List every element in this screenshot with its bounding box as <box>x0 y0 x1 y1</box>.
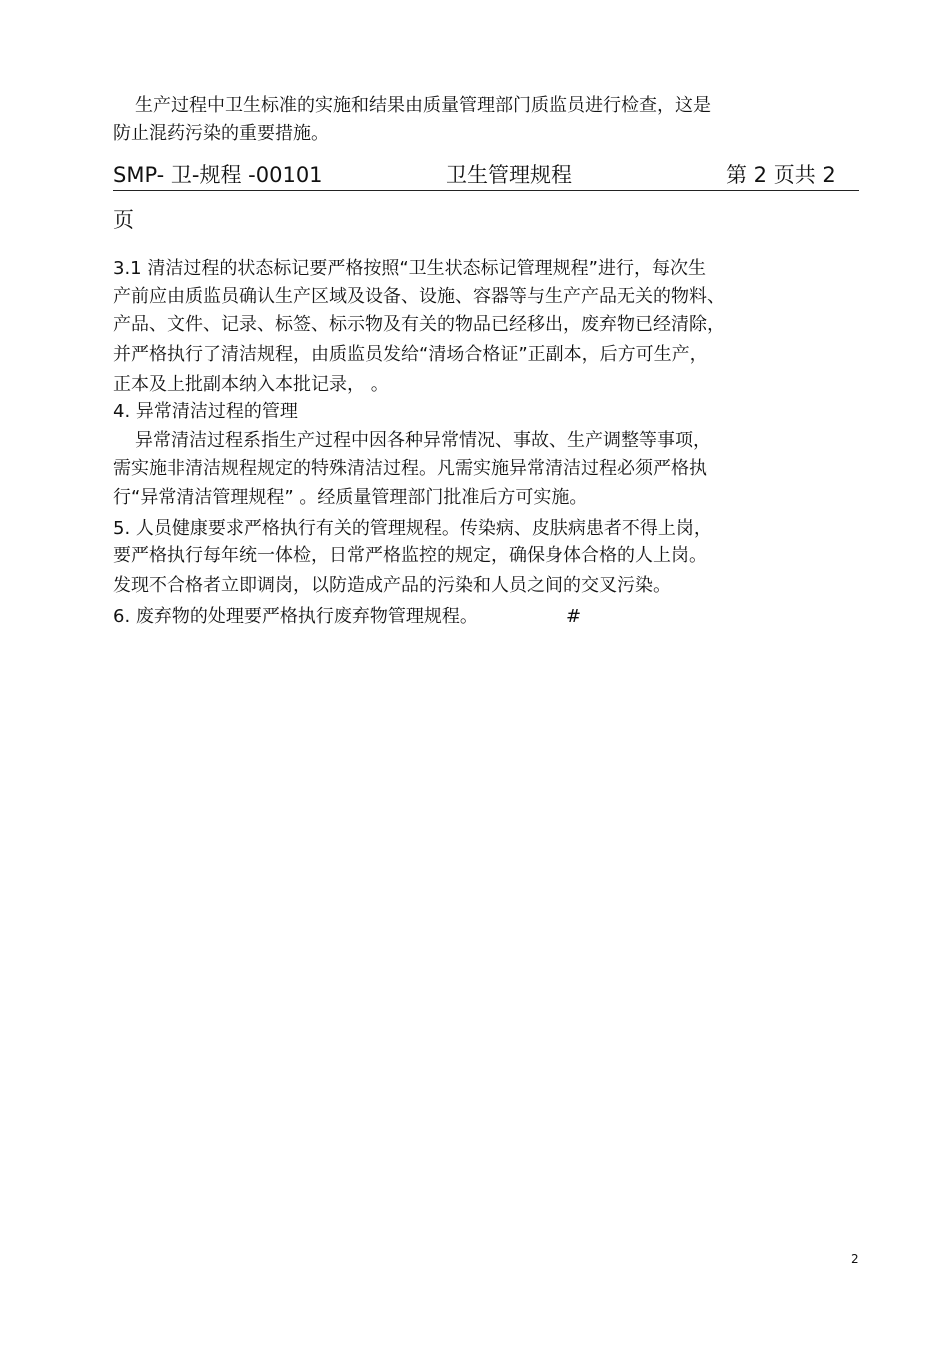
section-3-1-line4: 并严格执行了清洁规程，由质监员发给“清场合格证”正副本，后方可生产， <box>113 344 708 365</box>
section-4-line3: 行“异常清洁管理规程” 。经质量管理部门批准后方可实施。 <box>113 487 588 508</box>
intro-paragraph-line2: 防止混药污染的重要措施。 <box>113 123 329 144</box>
section-3-1-line5: 正本及上批副本纳入本批记录， 。 <box>113 374 389 395</box>
section-4-line1: 异常清洁过程系指生产过程中因各种异常情况、事故、生产调整等事项， <box>135 430 711 451</box>
page-info-wrap: 页 <box>113 208 134 232</box>
section-5-line1: 5. 人员健康要求严格执行有关的管理规程。传染病、皮肤病患者不得上岗， <box>113 518 712 539</box>
section-5-line3: 发现不合格者立即调岗，以防造成产品的污染和人员之间的交叉污染。 <box>113 575 671 596</box>
page-number: 2 <box>851 1252 859 1266</box>
intro-paragraph-line1: 生产过程中卫生标准的实施和结果由质量管理部门质监员进行检查，这是 <box>135 95 711 116</box>
section-4-line2: 需实施非清洁规程规定的特殊清洁过程。凡需实施异常清洁过程必须严格执 <box>113 458 707 479</box>
section-5-line2: 要严格执行每年统一体检，日常严格监控的规定，确保身体合格的人上岗。 <box>113 545 707 566</box>
page-info: 第 2 页共 2 <box>726 163 836 187</box>
document-code: SMP- 卫-规程 -00101 <box>113 163 323 187</box>
section-3-1-line1: 3.1 清洁过程的状态标记要严格按照“卫生状态标记管理规程”进行，每次生 <box>113 258 706 279</box>
section-3-1-line3: 产品、文件、记录、标签、标示物及有关的物品已经移出，废弃物已经清除， <box>113 314 725 335</box>
document-header <box>113 160 859 191</box>
section-6-line1: 6. 废弃物的处理要严格执行废弃物管理规程。 <box>113 606 478 627</box>
section-3-1-line2: 产前应由质监员确认生产区域及设备、设施、容器等与生产产品无关的物料、 <box>113 286 725 307</box>
document-title: 卫生管理规程 <box>446 163 572 187</box>
section-4-heading: 4. 异常清洁过程的管理 <box>113 401 298 422</box>
end-mark: # <box>566 606 582 627</box>
